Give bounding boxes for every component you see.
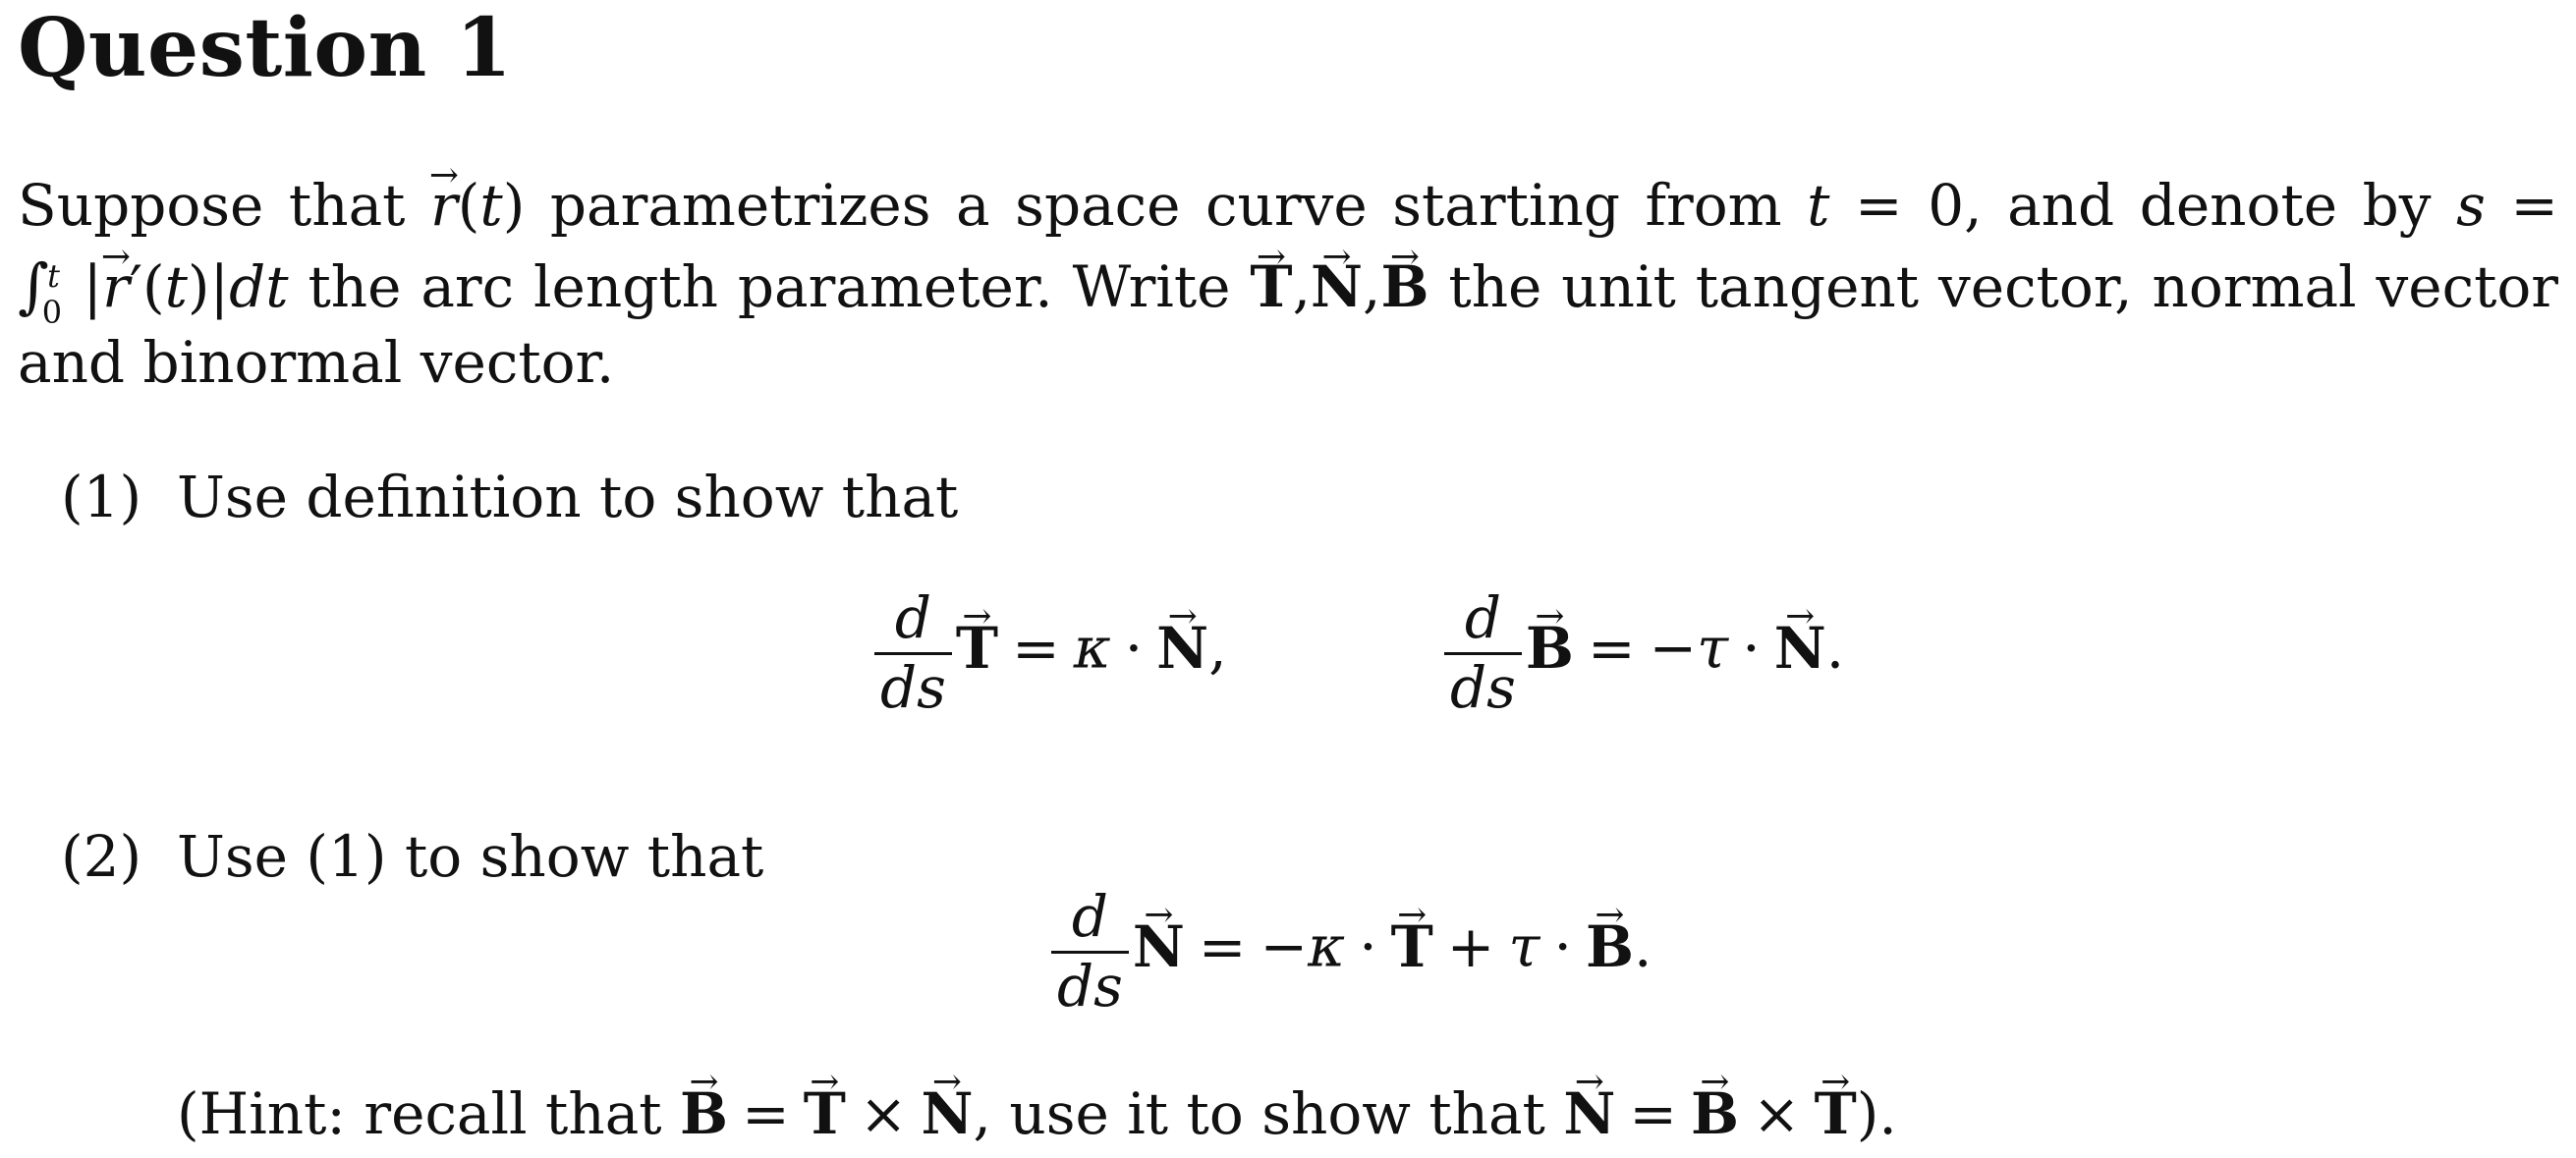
- hint-identity-b: → B =→ T ×→ N: [680, 1080, 973, 1147]
- arc-length-integral: ∫ t 0 |→ r′(t)|dt: [18, 253, 289, 320]
- hint-line: (Hint: recall that → B =→ T ×→ N, use it to show that → N =→ B ×→ T).: [177, 1080, 1897, 1147]
- equation-dT-ds: $\frac{d}{ds}$ → T = κ ·→ N,: [874, 589, 1227, 716]
- intro-line-2: ∫ t 0 |→ r′(t)|dt the arc length parameter. Write → T,→ N,→ B the unit tangent vector, normal vector: [18, 257, 2558, 317]
- equation-dB-ds: $\frac{d}{ds}$ → B = −τ ·→ N.: [1444, 589, 1844, 716]
- intro-line-3: and binormal vector.: [18, 329, 615, 396]
- equation-dN-ds: $\frac{d}{ds}$ → N = −κ ·→ T + τ ·→ B.: [1051, 888, 1652, 1015]
- r-of-t: → r(t): [430, 172, 525, 239]
- part-1-label: (1) Use definition to show that: [61, 464, 959, 530]
- part-2-label: (2) Use (1) to show that: [61, 823, 764, 890]
- hint-identity-n: → N =→ B ×→ T: [1563, 1080, 1856, 1147]
- intro-line-1: Suppose that → r(t) parametrizes a space curve starting from t = 0, and denote by s =: [18, 177, 2558, 234]
- question-title: Question 1: [18, 1, 513, 95]
- tnb-vectors: → T,→ N,→ B: [1250, 253, 1428, 320]
